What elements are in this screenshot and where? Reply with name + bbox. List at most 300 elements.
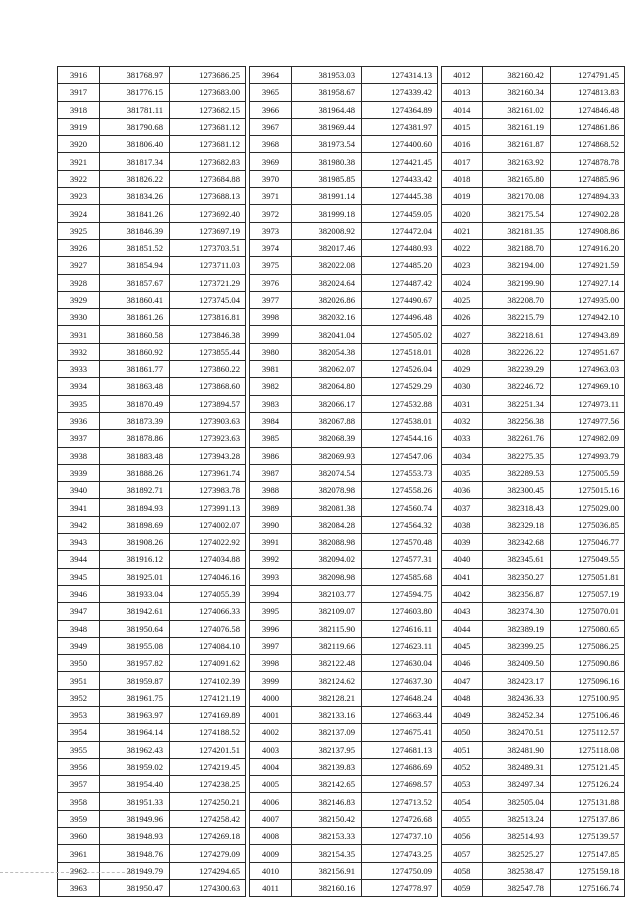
x-coordinate: 381961.75 (100, 689, 170, 706)
table-row (250, 430, 438, 447)
x-coordinate: 382256.38 (482, 412, 550, 429)
table-row (442, 101, 625, 118)
point-number: 4029 (442, 361, 483, 378)
point-number: 4021 (442, 222, 483, 239)
table-row (442, 672, 625, 689)
y-coordinate: 1273684.88 (170, 170, 246, 187)
table-row (442, 655, 625, 672)
point-number: 3994 (250, 585, 292, 602)
x-coordinate: 382345.61 (482, 551, 550, 568)
y-coordinate: 1273697.19 (170, 222, 246, 239)
point-number: 4032 (442, 412, 483, 429)
point-number: 3963 (58, 879, 100, 896)
x-coordinate: 382399.25 (482, 637, 550, 654)
point-number: 4002 (250, 724, 292, 741)
table-row (58, 118, 246, 135)
table-row (58, 672, 246, 689)
y-coordinate: 1274238.25 (170, 776, 246, 793)
point-number: 3962 (58, 862, 100, 879)
x-coordinate: 382547.78 (482, 879, 550, 896)
y-coordinate: 1274487.42 (362, 274, 438, 291)
x-coordinate: 381861.26 (100, 309, 170, 326)
x-coordinate: 382497.34 (482, 776, 550, 793)
x-coordinate: 382161.02 (482, 101, 550, 118)
point-number: 3919 (58, 118, 100, 135)
point-number: 4049 (442, 706, 483, 723)
x-coordinate: 382389.19 (482, 620, 550, 637)
y-coordinate: 1274927.14 (550, 274, 624, 291)
y-coordinate: 1274250.21 (170, 793, 246, 810)
coordinate-table-2 (249, 66, 438, 897)
y-coordinate: 1275106.46 (550, 706, 624, 723)
x-coordinate: 382218.61 (482, 326, 550, 343)
x-coordinate: 382067.88 (292, 412, 362, 429)
table-row (442, 412, 625, 429)
point-number: 3946 (58, 585, 100, 602)
x-coordinate: 381964.48 (292, 101, 362, 118)
point-number: 4051 (442, 741, 483, 758)
point-number: 4008 (250, 828, 292, 845)
coordinate-table-1 (57, 66, 246, 897)
y-coordinate: 1274400.60 (362, 136, 438, 153)
table-row (442, 879, 625, 896)
table-row (442, 309, 625, 326)
point-number: 3917 (58, 84, 100, 101)
y-coordinate: 1273943.28 (170, 447, 246, 464)
x-coordinate: 381991.14 (292, 188, 362, 205)
y-coordinate: 1274472.04 (362, 222, 438, 239)
point-number: 4030 (442, 378, 483, 395)
x-coordinate: 381925.01 (100, 568, 170, 585)
y-coordinate: 1274002.07 (170, 516, 246, 533)
point-number: 3985 (250, 430, 292, 447)
y-coordinate: 1275057.19 (550, 585, 624, 602)
table-row (442, 758, 625, 775)
table-row (58, 499, 246, 516)
x-coordinate: 381841.26 (100, 205, 170, 222)
point-number: 4000 (250, 689, 292, 706)
y-coordinate: 1274616.11 (362, 620, 438, 637)
x-coordinate: 382289.53 (482, 464, 550, 481)
y-coordinate: 1274269.18 (170, 828, 246, 845)
table-row (58, 741, 246, 758)
point-number: 3976 (250, 274, 292, 291)
x-coordinate: 382109.07 (292, 603, 362, 620)
y-coordinate: 1274993.79 (550, 447, 624, 464)
y-coordinate: 1273860.22 (170, 361, 246, 378)
x-coordinate: 381781.11 (100, 101, 170, 118)
y-coordinate: 1274868.52 (550, 136, 624, 153)
x-coordinate: 382300.45 (482, 482, 550, 499)
point-number: 3923 (58, 188, 100, 205)
table-row (250, 361, 438, 378)
y-coordinate: 1275090.86 (550, 655, 624, 672)
x-coordinate: 381888.26 (100, 464, 170, 481)
y-coordinate: 1274505.02 (362, 326, 438, 343)
point-number: 4007 (250, 810, 292, 827)
y-coordinate: 1273681.12 (170, 118, 246, 135)
x-coordinate: 382409.50 (482, 655, 550, 672)
point-number: 3922 (58, 170, 100, 187)
point-number: 3988 (250, 482, 292, 499)
x-coordinate: 381962.43 (100, 741, 170, 758)
table-row (250, 603, 438, 620)
table-row (250, 309, 438, 326)
y-coordinate: 1274055.39 (170, 585, 246, 602)
y-coordinate: 1274726.68 (362, 810, 438, 827)
x-coordinate: 381863.48 (100, 378, 170, 395)
y-coordinate: 1273681.12 (170, 136, 246, 153)
point-number: 4025 (442, 291, 483, 308)
table-row (442, 430, 625, 447)
y-coordinate: 1273745.04 (170, 291, 246, 308)
y-coordinate: 1274076.58 (170, 620, 246, 637)
table-row (58, 67, 246, 84)
point-number: 3952 (58, 689, 100, 706)
point-number: 4037 (442, 499, 483, 516)
table-row (250, 828, 438, 845)
table-row (442, 67, 625, 84)
point-number: 3959 (58, 810, 100, 827)
point-number: 4016 (442, 136, 483, 153)
point-number: 3971 (250, 188, 292, 205)
x-coordinate: 382103.77 (292, 585, 362, 602)
table-row (250, 568, 438, 585)
x-coordinate: 381908.26 (100, 534, 170, 551)
table-row (58, 655, 246, 672)
point-number: 3996 (250, 620, 292, 637)
table-row (250, 447, 438, 464)
point-number: 3967 (250, 118, 292, 135)
table-row (442, 222, 625, 239)
y-coordinate: 1274480.93 (362, 239, 438, 256)
x-coordinate: 381826.22 (100, 170, 170, 187)
point-number: 4005 (250, 776, 292, 793)
table-row (442, 239, 625, 256)
y-coordinate: 1273703.51 (170, 239, 246, 256)
point-number: 4047 (442, 672, 483, 689)
x-coordinate: 381964.14 (100, 724, 170, 741)
point-number: 4039 (442, 534, 483, 551)
table-row (442, 689, 625, 706)
x-coordinate: 382024.64 (292, 274, 362, 291)
y-coordinate: 1273903.63 (170, 412, 246, 429)
y-coordinate: 1274973.11 (550, 395, 624, 412)
table-row (442, 84, 625, 101)
y-coordinate: 1274902.28 (550, 205, 624, 222)
point-number: 3957 (58, 776, 100, 793)
point-number: 4058 (442, 862, 483, 879)
y-coordinate: 1274916.20 (550, 239, 624, 256)
x-coordinate: 382084.28 (292, 516, 362, 533)
x-coordinate: 381949.79 (100, 862, 170, 879)
y-coordinate: 1274969.10 (550, 378, 624, 395)
x-coordinate: 382161.19 (482, 118, 550, 135)
point-number: 4001 (250, 706, 292, 723)
table-row (442, 620, 625, 637)
y-coordinate: 1274529.29 (362, 378, 438, 395)
x-coordinate: 381806.40 (100, 136, 170, 153)
x-coordinate: 382161.87 (482, 136, 550, 153)
point-number: 3932 (58, 343, 100, 360)
point-number: 4059 (442, 879, 483, 896)
table-row (442, 326, 625, 343)
table-row (442, 188, 625, 205)
point-number: 3999 (250, 326, 292, 343)
table-row (58, 395, 246, 412)
y-coordinate: 1274538.01 (362, 412, 438, 429)
point-number: 4034 (442, 447, 483, 464)
y-coordinate: 1274894.33 (550, 188, 624, 205)
x-coordinate: 382128.21 (292, 689, 362, 706)
y-coordinate: 1274188.52 (170, 724, 246, 741)
table-row (250, 67, 438, 84)
y-coordinate: 1273855.44 (170, 343, 246, 360)
x-coordinate: 382022.08 (292, 257, 362, 274)
table-row (250, 620, 438, 637)
table-row (442, 603, 625, 620)
y-coordinate: 1273846.38 (170, 326, 246, 343)
table-row (58, 689, 246, 706)
x-coordinate: 382137.09 (292, 724, 362, 741)
table-row (442, 637, 625, 654)
table-row (250, 395, 438, 412)
x-coordinate: 382078.98 (292, 482, 362, 499)
y-coordinate: 1273961.74 (170, 464, 246, 481)
x-coordinate: 382275.35 (482, 447, 550, 464)
point-number: 3935 (58, 395, 100, 412)
y-coordinate: 1275036.85 (550, 516, 624, 533)
table-row (442, 447, 625, 464)
table-row (442, 153, 625, 170)
x-coordinate: 382436.33 (482, 689, 550, 706)
y-coordinate: 1274381.97 (362, 118, 438, 135)
point-number: 3924 (58, 205, 100, 222)
x-coordinate: 381892.71 (100, 482, 170, 499)
point-number: 4045 (442, 637, 483, 654)
y-coordinate: 1275126.24 (550, 776, 624, 793)
table-row (58, 309, 246, 326)
point-number: 3974 (250, 239, 292, 256)
table-row (250, 689, 438, 706)
x-coordinate: 382119.66 (292, 637, 362, 654)
x-coordinate: 382199.90 (482, 274, 550, 291)
y-coordinate: 1274713.52 (362, 793, 438, 810)
point-number: 4015 (442, 118, 483, 135)
point-number: 3958 (58, 793, 100, 810)
x-coordinate: 382489.31 (482, 758, 550, 775)
point-number: 3927 (58, 257, 100, 274)
y-coordinate: 1274558.26 (362, 482, 438, 499)
x-coordinate: 381851.52 (100, 239, 170, 256)
table-row (442, 828, 625, 845)
table-row (58, 534, 246, 551)
point-number: 3961 (58, 845, 100, 862)
table-row (250, 793, 438, 810)
table-row (58, 706, 246, 723)
y-coordinate: 1274648.24 (362, 689, 438, 706)
x-coordinate: 381999.18 (292, 205, 362, 222)
y-coordinate: 1274982.09 (550, 430, 624, 447)
point-number: 3947 (58, 603, 100, 620)
y-coordinate: 1274034.88 (170, 551, 246, 568)
point-number: 4042 (442, 585, 483, 602)
table-row (58, 879, 246, 896)
table-row (58, 257, 246, 274)
point-number: 3998 (250, 655, 292, 672)
x-coordinate: 382170.08 (482, 188, 550, 205)
point-number: 4048 (442, 689, 483, 706)
point-number: 3925 (58, 222, 100, 239)
x-coordinate: 382064.80 (292, 378, 362, 395)
table-row (250, 585, 438, 602)
table-row (442, 862, 625, 879)
y-coordinate: 1275096.16 (550, 672, 624, 689)
y-coordinate: 1275166.74 (550, 879, 624, 896)
point-number: 3997 (250, 637, 292, 654)
page-footer-rule (0, 872, 130, 877)
x-coordinate: 382160.42 (482, 67, 550, 84)
x-coordinate: 382318.43 (482, 499, 550, 516)
point-number: 4052 (442, 758, 483, 775)
point-number: 3987 (250, 464, 292, 481)
x-coordinate: 382208.70 (482, 291, 550, 308)
x-coordinate: 381948.93 (100, 828, 170, 845)
x-coordinate: 381948.76 (100, 845, 170, 862)
y-coordinate: 1274169.89 (170, 706, 246, 723)
x-coordinate: 382481.90 (482, 741, 550, 758)
x-coordinate: 381969.44 (292, 118, 362, 135)
y-coordinate: 1274908.86 (550, 222, 624, 239)
table-row (250, 153, 438, 170)
point-number: 4020 (442, 205, 483, 222)
table-row (442, 551, 625, 568)
x-coordinate: 381951.33 (100, 793, 170, 810)
point-number: 3949 (58, 637, 100, 654)
point-number: 3998 (250, 309, 292, 326)
table-row (442, 291, 625, 308)
x-coordinate: 382008.92 (292, 222, 362, 239)
table-row (58, 516, 246, 533)
x-coordinate: 381916.12 (100, 551, 170, 568)
table-row (442, 585, 625, 602)
x-coordinate: 381954.40 (100, 776, 170, 793)
x-coordinate: 382513.24 (482, 810, 550, 827)
point-number: 3960 (58, 828, 100, 845)
y-coordinate: 1273894.57 (170, 395, 246, 412)
table-row (250, 637, 438, 654)
x-coordinate: 382356.87 (482, 585, 550, 602)
x-coordinate: 382153.33 (292, 828, 362, 845)
point-number: 3940 (58, 482, 100, 499)
point-number: 4057 (442, 845, 483, 862)
table-row (250, 188, 438, 205)
x-coordinate: 381861.77 (100, 361, 170, 378)
table-row (58, 153, 246, 170)
point-number: 3926 (58, 239, 100, 256)
point-number: 3977 (250, 291, 292, 308)
y-coordinate: 1275046.77 (550, 534, 624, 551)
table-row (442, 343, 625, 360)
point-number: 3986 (250, 447, 292, 464)
table-row (58, 637, 246, 654)
table-row (250, 205, 438, 222)
y-coordinate: 1274594.75 (362, 585, 438, 602)
table-row (58, 568, 246, 585)
point-number: 4017 (442, 153, 483, 170)
x-coordinate: 382246.72 (482, 378, 550, 395)
y-coordinate: 1274577.31 (362, 551, 438, 568)
y-coordinate: 1274258.42 (170, 810, 246, 827)
y-coordinate: 1274743.25 (362, 845, 438, 862)
table-row (250, 534, 438, 551)
y-coordinate: 1274445.38 (362, 188, 438, 205)
y-coordinate: 1274942.10 (550, 309, 624, 326)
table-row (58, 170, 246, 187)
x-coordinate: 382062.07 (292, 361, 362, 378)
table-row (250, 274, 438, 291)
x-coordinate: 382124.62 (292, 672, 362, 689)
x-coordinate: 382374.30 (482, 603, 550, 620)
y-coordinate: 1274022.92 (170, 534, 246, 551)
table-row (250, 758, 438, 775)
point-number: 4046 (442, 655, 483, 672)
x-coordinate: 382165.80 (482, 170, 550, 187)
x-coordinate: 382514.93 (482, 828, 550, 845)
y-coordinate: 1274935.00 (550, 291, 624, 308)
x-coordinate: 382115.90 (292, 620, 362, 637)
point-number: 3948 (58, 620, 100, 637)
y-coordinate: 1273688.13 (170, 188, 246, 205)
x-coordinate: 382342.68 (482, 534, 550, 551)
point-number: 4044 (442, 620, 483, 637)
point-number: 3916 (58, 67, 100, 84)
point-number: 4035 (442, 464, 483, 481)
table-row (58, 810, 246, 827)
table-row (250, 810, 438, 827)
y-coordinate: 1274490.67 (362, 291, 438, 308)
x-coordinate: 381834.26 (100, 188, 170, 205)
point-number: 3936 (58, 412, 100, 429)
point-number: 3950 (58, 655, 100, 672)
x-coordinate: 381955.08 (100, 637, 170, 654)
point-number: 3942 (58, 516, 100, 533)
point-number: 3983 (250, 395, 292, 412)
point-number: 4024 (442, 274, 483, 291)
x-coordinate: 381846.39 (100, 222, 170, 239)
y-coordinate: 1273991.13 (170, 499, 246, 516)
table-row (442, 361, 625, 378)
coordinate-tables (57, 66, 625, 894)
x-coordinate: 382160.34 (482, 84, 550, 101)
x-coordinate: 381942.61 (100, 603, 170, 620)
y-coordinate: 1274547.06 (362, 447, 438, 464)
y-coordinate: 1274791.45 (550, 67, 624, 84)
point-number: 3941 (58, 499, 100, 516)
point-number: 3929 (58, 291, 100, 308)
point-number: 3995 (250, 603, 292, 620)
point-number: 3966 (250, 101, 292, 118)
point-number: 3953 (58, 706, 100, 723)
table-row (442, 706, 625, 723)
point-number: 4043 (442, 603, 483, 620)
x-coordinate: 382026.86 (292, 291, 362, 308)
point-number: 3930 (58, 309, 100, 326)
point-number: 3982 (250, 378, 292, 395)
x-coordinate: 381959.87 (100, 672, 170, 689)
point-number: 4003 (250, 741, 292, 758)
table-row (58, 291, 246, 308)
